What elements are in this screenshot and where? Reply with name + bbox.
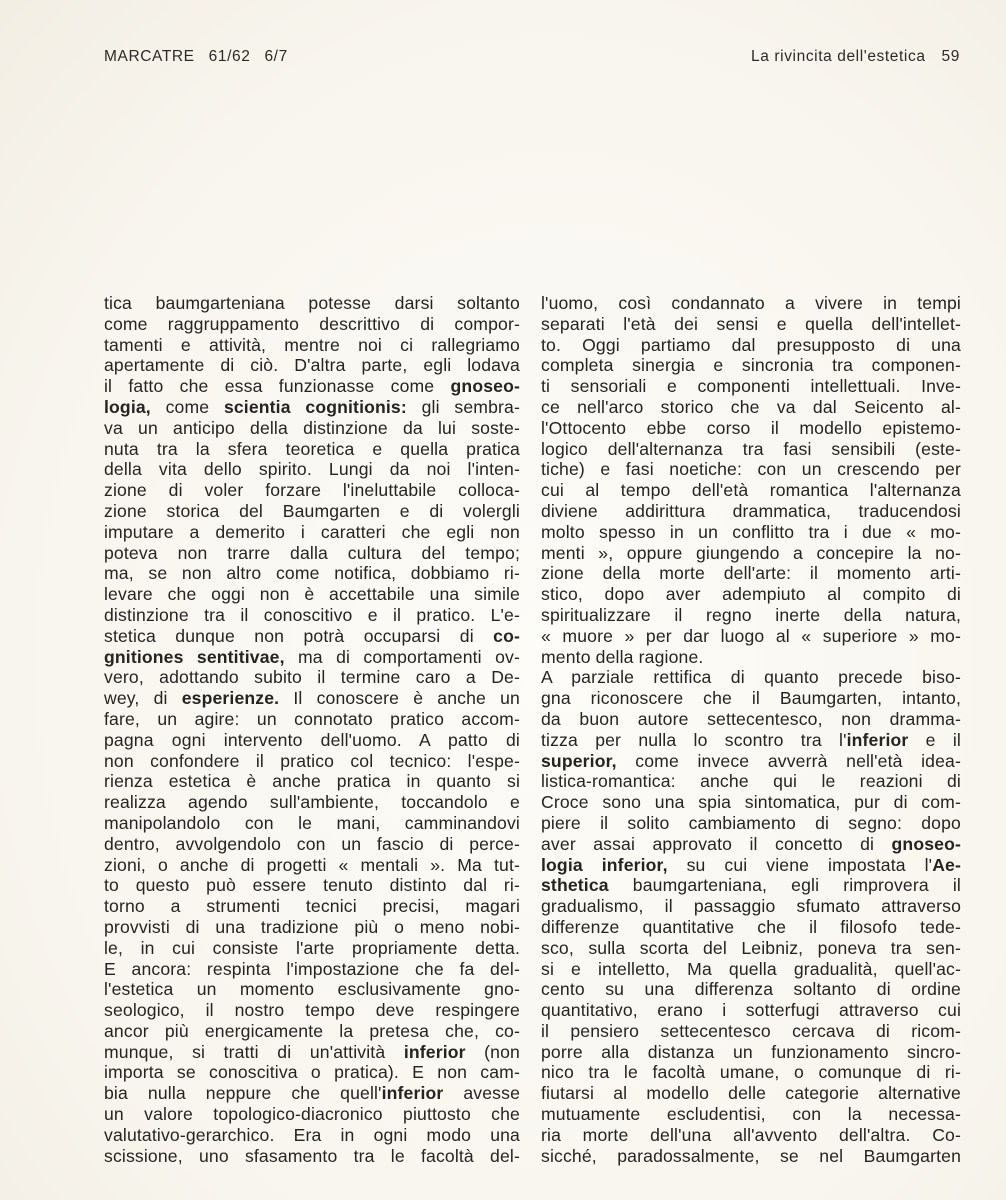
text-run: mento della ragione. <box>541 646 704 667</box>
text-run: to. Oggi partiamo dal presupposto di una <box>541 334 961 355</box>
text-run: nico tra le facoltà umane, o comunque di ri- <box>541 1062 961 1083</box>
text-line <box>541 1042 961 1063</box>
text-line <box>541 1125 961 1146</box>
text-line <box>104 543 520 564</box>
text-run: va un anticipo della distinzione da lui soste- <box>104 417 520 438</box>
text-line <box>104 626 520 647</box>
text-run: manipolandolo con le mani, camminandovi <box>104 812 520 833</box>
bold-term: inferior <box>381 1083 444 1104</box>
text-run: da buon autore settecentesco, non dramma- <box>541 708 961 729</box>
text-line <box>104 917 520 938</box>
text-run: le, in cui consiste l'arte propriamente detta. <box>104 937 520 958</box>
text-line <box>541 1146 961 1167</box>
text-run: stetica dunque non potrà occuparsi di <box>104 625 494 646</box>
text-line <box>104 522 520 543</box>
text-run: molto spesso in un conflitto tra i due « mo- <box>541 521 961 542</box>
text-run: aver assai approvato il concetto di <box>541 833 892 854</box>
text-run: zione storica del Baumgarten e di volergli <box>104 500 520 521</box>
text-run: porre alla distanza un funzionamento sincro- <box>541 1041 961 1062</box>
text-line <box>541 709 961 730</box>
bold-term: gnitiones sentitivae, <box>104 646 285 667</box>
text-line <box>541 875 961 896</box>
text-run: avesse <box>443 1083 520 1104</box>
text-run: to questo può essere tenuto distinto dal ri- <box>104 875 520 896</box>
text-line <box>104 480 520 501</box>
text-run: munque, si tratti di un'attività <box>104 1041 404 1062</box>
text-run: l'estetica un momento esclusivamente gno- <box>104 979 520 1000</box>
text-run: A parziale rettifica di quanto precede biso- <box>541 667 961 688</box>
text-run: l'uomo, così condannato a vivere in tempi <box>541 293 961 313</box>
text-run: zione di voler forzare l'ineluttabile colloca- <box>104 480 520 501</box>
text-run: tizza per nulla lo scontro tra l' <box>541 729 847 750</box>
text-line <box>541 439 961 460</box>
text-run: Il conoscere è anche un <box>279 688 520 709</box>
text-line <box>104 1083 520 1104</box>
text-line <box>104 293 520 314</box>
page-number: 59 <box>941 48 960 65</box>
text-run: realizza agendo sull'ambiente, toccandolo e <box>104 792 520 813</box>
text-run: gli sembra- <box>406 396 520 417</box>
text-run: zione della morte dell'arte: il momento arti- <box>541 563 961 584</box>
running-title-block <box>751 48 960 66</box>
text-line <box>104 459 520 480</box>
bold-term: superior, <box>541 750 617 771</box>
text-line <box>541 647 961 668</box>
text-run: scissione, uno sfasamento tra le facoltà del- <box>104 1145 520 1166</box>
text-line <box>541 543 961 564</box>
text-run: differenze quantitative che il filosofo tede- <box>541 916 961 937</box>
text-line <box>541 335 961 356</box>
text-run: menti », oppure giungendo a concepire la no- <box>541 542 961 563</box>
text-run: non confondere il pratico col tecnico: l'espe- <box>104 750 520 771</box>
text-line <box>104 1062 520 1083</box>
bold-term: logia, <box>104 396 151 417</box>
text-line <box>104 314 520 335</box>
text-line <box>541 730 961 751</box>
section-number: 6/7 <box>264 48 288 65</box>
text-run: vero, adottando subito il termine caro a De- <box>104 667 520 688</box>
text-run: Croce sono una spia sintomatica, pur di com- <box>541 792 961 813</box>
text-run: nuta tra la sfera teoretica e quella pratica <box>104 438 520 459</box>
text-line <box>104 376 520 397</box>
text-run: importa se conoscitiva o pratica). E non cam- <box>104 1062 520 1083</box>
text-line <box>104 1146 520 1167</box>
text-run: ma di comportamenti ov- <box>284 646 520 667</box>
text-line <box>104 855 520 876</box>
text-line <box>541 979 961 1000</box>
text-line <box>104 875 520 896</box>
bold-term: co- <box>493 625 520 646</box>
text-column-left <box>104 293 520 1166</box>
text-line <box>541 314 961 335</box>
text-line <box>104 563 520 584</box>
text-run: si e intelletto, Ma quella gradualità, quell'ac- <box>541 958 961 979</box>
text-line <box>104 584 520 605</box>
text-run: come invece avverrà nell'età idea- <box>616 750 961 771</box>
running-title: La rivincita dell'estetica <box>751 48 926 65</box>
text-line <box>541 584 961 605</box>
text-run: fare, un agire: un connotato pratico accom- <box>104 708 520 729</box>
text-run: ti sensoriali e componenti intellettuali. Inve- <box>541 376 961 397</box>
text-run: fiutarsi al modello delle categorie alternative <box>541 1083 961 1104</box>
text-run: pagna ogni intervento dell'uomo. A patto di <box>104 729 520 750</box>
text-line <box>104 1125 520 1146</box>
text-run: baumgarteniana, egli rimprovera il <box>608 875 961 896</box>
text-line <box>541 626 961 647</box>
text-line <box>541 1083 961 1104</box>
bold-term: gnoseo- <box>891 833 961 854</box>
text-run: seologico, il nostro tempo deve respingere <box>104 1000 520 1021</box>
text-run: apertamente di ciò. D'altra parte, egli lodava <box>104 355 520 376</box>
text-line <box>104 771 520 792</box>
text-line <box>104 1021 520 1042</box>
text-run: zioni, o anche di progetti « mentali ». Ma tut- <box>104 854 520 875</box>
text-run: gradualismo, il passaggio sfumato attraverso <box>541 896 961 917</box>
text-line <box>541 792 961 813</box>
text-line <box>541 522 961 543</box>
text-line <box>104 834 520 855</box>
text-line <box>104 688 520 709</box>
text-run: cui al tempo dell'età romantica l'alternanza <box>541 480 961 501</box>
text-run: tica baumgarteniana potesse darsi soltanto <box>104 293 520 313</box>
text-line <box>104 501 520 522</box>
text-line <box>104 813 520 834</box>
text-line <box>104 792 520 813</box>
text-run: ria morte dell'una all'avvento dell'altra. Co- <box>541 1124 961 1145</box>
text-line <box>104 730 520 751</box>
bold-term: inferior <box>403 1041 466 1062</box>
text-line <box>104 979 520 1000</box>
text-run: valutativo-gerarchico. Era in ogni modo una <box>104 1124 520 1145</box>
text-run: distinzione tra il conoscitivo e il pratico. L'e- <box>104 604 520 625</box>
text-line <box>541 834 961 855</box>
text-line <box>541 1062 961 1083</box>
text-run: l'Ottocento ebbe corso il modello epistemo- <box>541 417 961 438</box>
text-column-right <box>541 293 961 1166</box>
text-run: bia nulla neppure che quell' <box>104 1083 382 1104</box>
text-line <box>104 709 520 730</box>
text-run: spiritualizzare il regno inerte della natura, <box>541 604 961 625</box>
text-run: cento su una differenza soltanto di ordine <box>541 979 961 1000</box>
text-run: rienza estetica è anche pratica in quanto si <box>104 771 520 792</box>
text-line <box>104 959 520 980</box>
text-line <box>541 397 961 418</box>
text-run: « muore » per dar luogo al « superiore » mo- <box>541 625 961 646</box>
text-run: levare che oggi non è accettabile una simile <box>104 584 520 605</box>
text-run: ancor più energicamente la pretesa che, co- <box>104 1020 520 1041</box>
text-run: come <box>150 396 224 417</box>
text-line <box>541 855 961 876</box>
text-line <box>104 938 520 959</box>
text-line <box>104 1000 520 1021</box>
text-run: provvisti di una tradizione più o meno nobi- <box>104 916 520 937</box>
text-run: mutuamente escludentisi, con la necessa- <box>541 1104 961 1125</box>
journal-info <box>104 48 302 66</box>
text-line <box>541 355 961 376</box>
text-run: torno a strumenti tecnici precisi, magari <box>104 896 520 917</box>
text-line <box>541 688 961 709</box>
text-line <box>104 397 520 418</box>
text-run: completa sinergia e sincronia tra componen- <box>541 355 961 376</box>
text-run: quantitativo, erano i sotterfugi attraverso cui <box>541 1000 961 1021</box>
text-line <box>104 418 520 439</box>
bold-term: scientia cognitionis: <box>223 396 407 417</box>
text-run: sco, sulla scorta del Leibniz, poneva tra sen- <box>541 937 961 958</box>
text-line <box>104 355 520 376</box>
text-line <box>104 1104 520 1125</box>
text-line <box>541 293 961 314</box>
text-line <box>541 959 961 980</box>
text-run: piere il solito cambiamento di segno: dopo <box>541 812 961 833</box>
text-run: separati l'età dei sensi e quella dell'intellet- <box>541 313 961 334</box>
text-line <box>541 459 961 480</box>
text-run: tamenti e attività, mentre noi ci rallegriamo <box>104 334 520 355</box>
text-run: un valore topologico-diacronico piuttosto che <box>104 1104 520 1125</box>
text-line <box>541 1021 961 1042</box>
text-run: stico, dopo aver adempiuto al compito di <box>541 584 961 605</box>
text-line <box>541 480 961 501</box>
issue-number: 61/62 <box>208 48 251 65</box>
text-run: della vita dello spirito. Lungi da noi l'inten- <box>104 459 520 480</box>
text-run: ma, se non altro come notifica, dobbiamo ri- <box>104 563 520 584</box>
text-line <box>104 335 520 356</box>
text-run: wey, di <box>104 688 182 709</box>
bold-term: inferior <box>846 729 909 750</box>
text-run: logico dell'alternanza tra fasi sensibili (este- <box>541 438 961 459</box>
journal-name: MARCATRE <box>104 48 195 65</box>
text-run: listica-romantica: anche qui le reazioni di <box>541 771 961 792</box>
text-run: come raggruppamento descrittivo di compor- <box>104 313 520 334</box>
text-run: (non <box>465 1041 520 1062</box>
bold-term: Ae- <box>932 854 961 875</box>
bold-term: logia inferior, <box>541 854 668 875</box>
text-line <box>541 917 961 938</box>
text-run: poteva non trarre dalla cultura del tempo; <box>104 542 520 563</box>
text-run: tiche) e fasi noetiche: con un crescendo per <box>541 459 961 480</box>
text-line <box>541 771 961 792</box>
text-line <box>541 376 961 397</box>
text-line <box>104 667 520 688</box>
text-line <box>541 605 961 626</box>
text-run: e il <box>908 729 961 750</box>
text-run: su cui viene impostata l' <box>667 854 933 875</box>
text-line <box>541 667 961 688</box>
text-line <box>541 418 961 439</box>
text-line <box>104 1042 520 1063</box>
text-run: il fatto che essa funzionasse come <box>104 376 451 397</box>
text-run: ce nell'arco storico che va dal Seicento al- <box>541 396 961 417</box>
bold-term: esperienze. <box>181 688 280 709</box>
text-line <box>541 896 961 917</box>
text-run: gna riconoscere che il Baumgarten, intanto, <box>541 688 961 709</box>
text-line <box>104 751 520 772</box>
text-line <box>541 501 961 522</box>
text-line <box>541 813 961 834</box>
text-run: imputare a demerito i caratteri che egli non <box>104 521 520 542</box>
text-line <box>104 647 520 668</box>
text-line <box>104 605 520 626</box>
text-line <box>104 439 520 460</box>
text-line <box>541 1000 961 1021</box>
text-line <box>104 896 520 917</box>
text-run: dentro, avvolgendolo con un fascio di perce- <box>104 833 520 854</box>
running-header <box>104 48 960 70</box>
bold-term: sthetica <box>541 875 609 896</box>
bold-term: gnoseo- <box>450 376 520 397</box>
text-run: sicché, paradossalmente, se nel Baumgarten <box>541 1145 961 1166</box>
text-run: E ancora: respinta l'impostazione che fa del- <box>104 958 520 979</box>
text-run: diviene addirittura drammatica, traducendosi <box>541 500 961 521</box>
text-line <box>541 1104 961 1125</box>
text-run: il pensiero settecentesco cercava di ricom- <box>541 1020 961 1041</box>
text-line <box>541 938 961 959</box>
text-line <box>541 751 961 772</box>
text-line <box>541 563 961 584</box>
